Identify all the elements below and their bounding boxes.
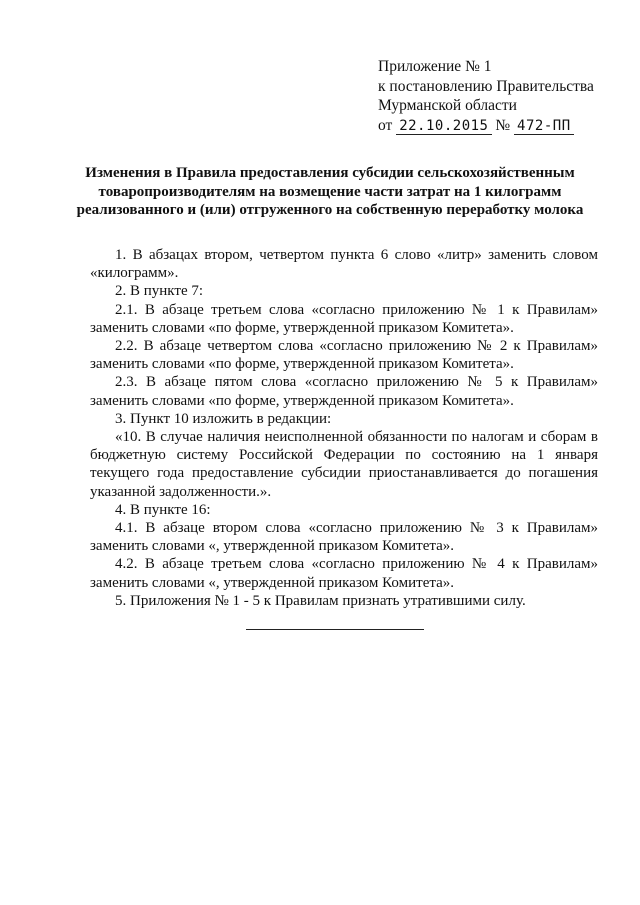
paragraph-1: 1. В абзацах втором, четвертом пункта 6 слово «литр» заменить словом «килограмм». (90, 247, 598, 282)
paragraph-2-1: 2.1. В абзаце третьем слова «согласно приложению № 1 к Правилам» заменить словами «по форме, утвержденной приказом Комитета». (90, 301, 598, 336)
closing-divider (246, 629, 424, 630)
paragraph-3-quote: «10. В случае наличия неисполненной обязанности по налогам и сборам в бюджетную систему Российской Федерации по состоянию на 1 января текущего года предоставление субсидии приостанавливается до погашения указанной задолженности.». (90, 429, 598, 500)
resolution-number: 472-ПП (514, 119, 574, 135)
title-line-3: реализованного и (или) отгруженного на собственную переработку молока (76, 202, 584, 218)
document-body (90, 246, 598, 610)
paragraph-4-1: 4.1. В абзаце втором слова «согласно приложению № 3 к Правилам» заменить словами «, утвержденной приказом Комитета». (90, 520, 598, 555)
paragraph-5: 5. Приложения № 1 - 5 к Правилам признать утратившими силу. (115, 592, 526, 609)
appendix-date-line (378, 116, 628, 136)
paragraph-3: 3. Пункт 10 изложить в редакции: (115, 410, 332, 427)
title-line-2: товаропроизводителям на возмещение части затрат на 1 килограмм (98, 183, 562, 200)
appendix-header (378, 57, 628, 135)
paragraph-4: 4. В пункте 16: (115, 501, 211, 518)
title-line-1: Изменения в Правила предоставления субсидии сельскохозяйственным (85, 165, 575, 181)
paragraph-2: 2. В пункте 7: (115, 283, 204, 300)
paragraph-2-2: 2.2. В абзаце четвертом слова «согласно приложению № 2 к Правилам» заменить словами «по форме, утвержденной приказом Комитета». (90, 338, 598, 373)
number-prefix: № (495, 116, 511, 134)
appendix-resolution-line: к постановлению Правительства (378, 77, 594, 95)
paragraph-2-3: 2.3. В абзаце пятом слова «согласно приложению № 5 к Правилам» заменить словами «по форме, утвержденной приказом Комитета». (90, 374, 598, 409)
appendix-number: Приложение № 1 (378, 58, 492, 75)
date-prefix: от (378, 116, 393, 134)
resolution-date: 22.10.2015 (396, 119, 491, 135)
document-title (60, 164, 600, 220)
appendix-region: Мурманской области (378, 97, 517, 114)
paragraph-4-2: 4.2. В абзаце третьем слова «согласно приложению № 4 к Правилам» заменить словами «, утвержденной приказом Комитета». (90, 556, 598, 591)
